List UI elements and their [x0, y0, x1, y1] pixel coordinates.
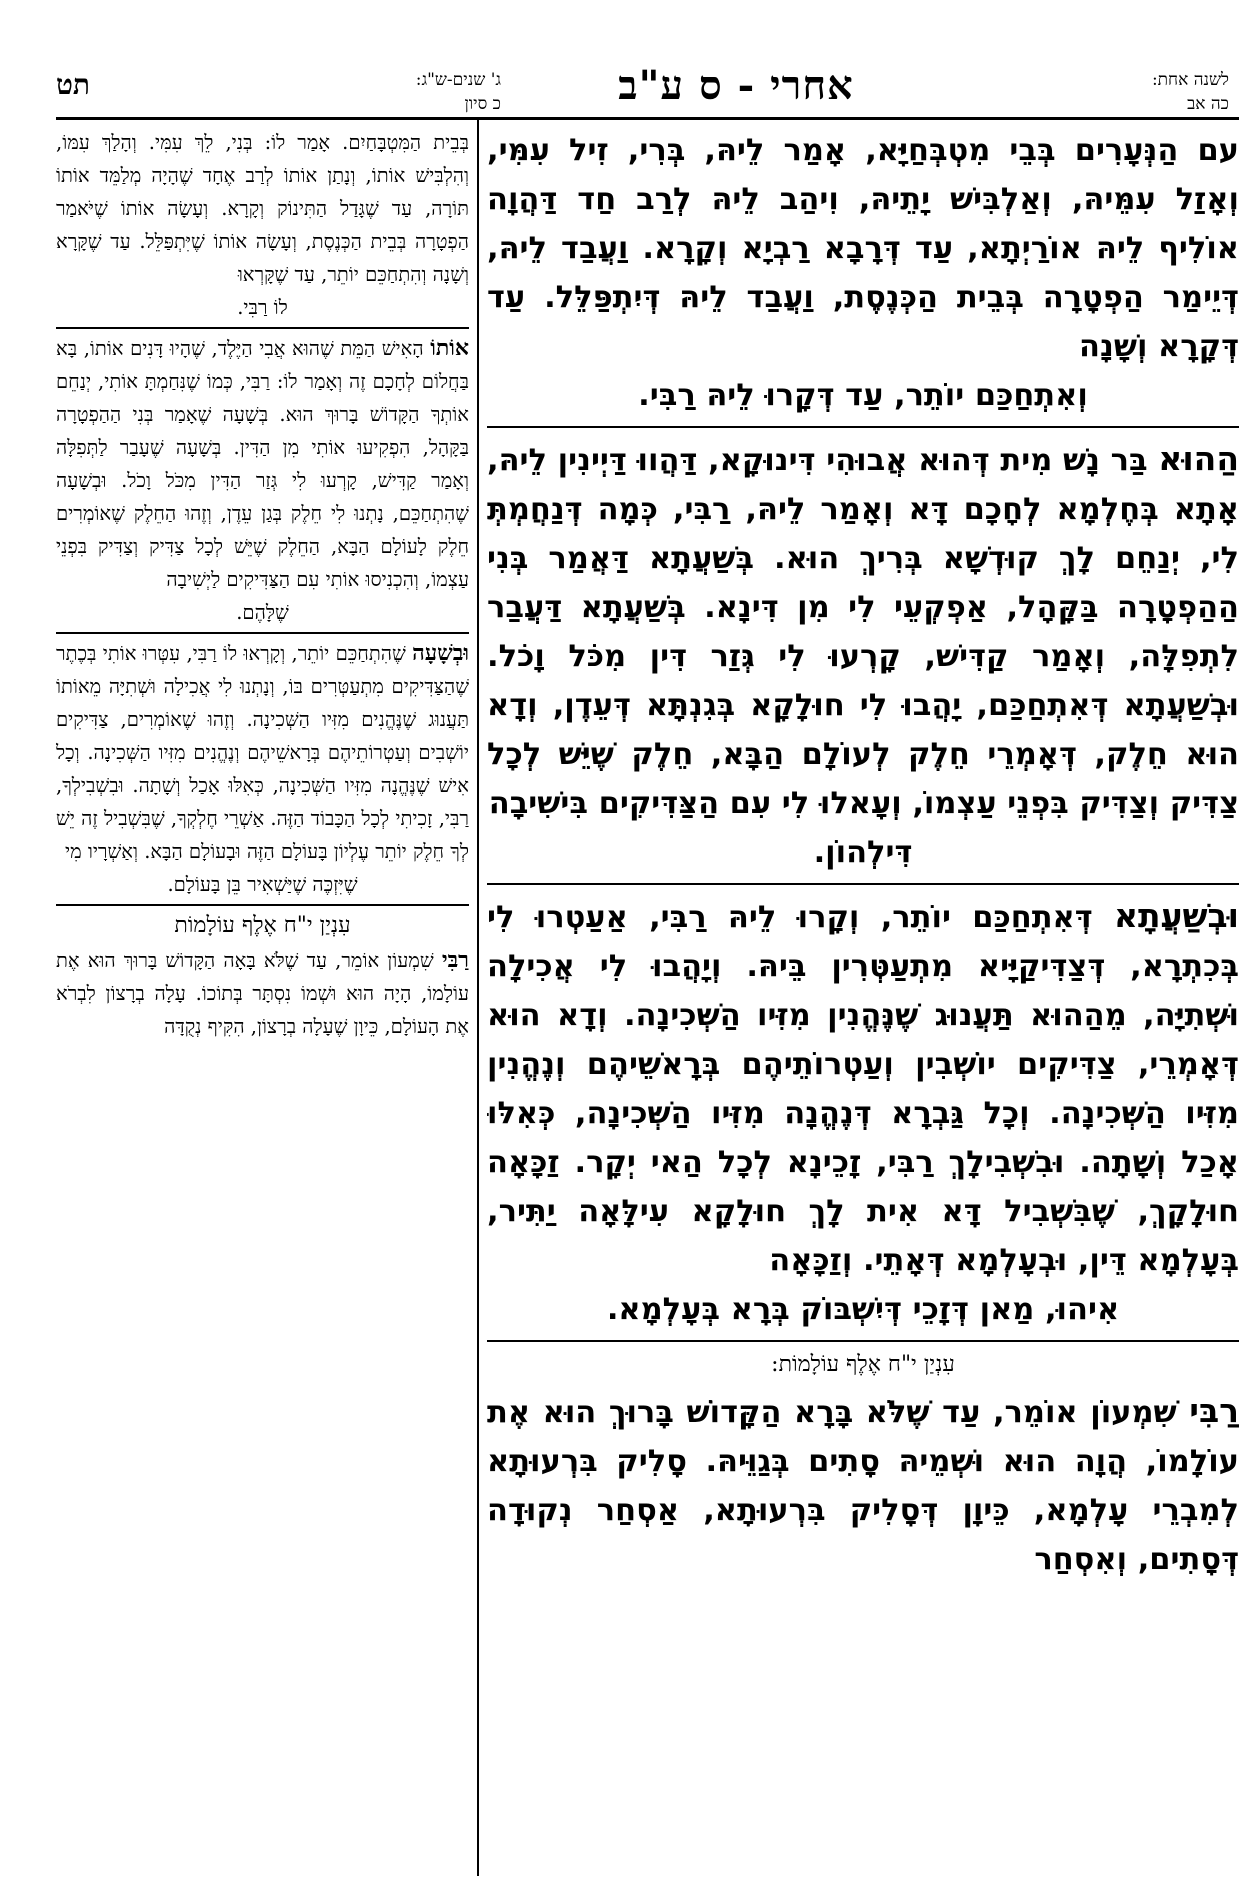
paragraph-lead-word: וּבְשָׁעָה [412, 640, 469, 666]
left-header-line2: כ סיון [464, 94, 501, 114]
main-paragraph-1-end: וְאִתְחַכַּם יוֹתֵר, עַד דְּקָרוּ לֵיהּ רַבִּי. [638, 378, 1088, 413]
commentary-paragraph-1: בְּבֵית הַמִּטְבָּחַיִם. אָמַר לוֹ: בְּנִי, לֵךְ עִמִּי. וְהָלַךְ עִמּוֹ, וְהִלְבִּישׁ אוֹתוֹ, וְנָתַן אוֹתוֹ לְרַב אֶחָד שֶׁהָיָה מְלַמֵּד אוֹתוֹ תּוֹרָה, עַד שֶׁגָּדַל הַתִּינוֹק וְקָרָא. וְעָשָׂה אוֹתוֹ שֶׁיֹּאמַר הַפְטָרָה בְּבֵית הַכְּנֶסֶת, וְעָשָׂה אוֹתוֹ שֶׁיִּתְפַּלֵּל. עַד שֶׁקָּרָא וְשָׁנָה וְהִתְחַכֵּם יוֹתֵר, עַד שֶׁקָּרְאוּ [56, 131, 469, 286]
main-paragraph-1: עם הַנְּעָרִים בְּבֵי מִטְבְּחַיָּא, אָמַר לֵיהּ, בְּרִי, זִיל עִמִּי, וְאָזַל עִמֵּיהּ, וְאַלְבִּישׁ יָתֵיהּ, וִיהַב לֵיהּ לְרַב חַד דַּהֲוָה אוֹלִיף לֵיהּ אוֹרַיְתָא, עַד דְּרָבָא רַבְיָא וְקָרָא. וַעֲבַד לֵיהּ, דְּיֵימַר הַפְטָרָה בְּבֵית הַכְּנֶסֶת, וַעֲבַד לֵיהּ דְּיִתְפַּלֵּל. עַד דְּקָרָא וְשָׁנָה [487, 133, 1239, 364]
main-paragraph-3-end: אִיהוּ, מַאן דְּזָכֵי דְּיִשְׁבּוֹק בְּרָא בְּעָלְמָא. [606, 1292, 1120, 1327]
right-header-line2: כה אב [1187, 94, 1229, 114]
left-header-line1: ג' שנים-ש"ג: [415, 70, 501, 90]
page-number: תט [56, 68, 90, 101]
paragraph-divider [487, 426, 1239, 428]
paragraph-lead-word: רַבִּי [1189, 1391, 1239, 1430]
paragraph-text: שִׁמְעוֹן אוֹמֵר, עַד שֶׁלֹּא בָּרָא הַקָּדוֹשׁ בָּרוּךְ הוּא אֶת עוֹלָמוֹ, הֲוָה הוּא וּשְׁמֵיהּ סָתִים בְּגַוֵּיהּ. סָלִיק בִּרְעוּתָא לְמִבְרֵי עָלְמָא, כֵּיוָן דְּסָלִיק בִּרְעוּתָא, אַסְחַר נְקוּדָה דְּסָתִים, וְאִסְחַר [487, 1395, 1239, 1577]
paragraph-divider [56, 327, 469, 329]
commentary-paragraph-1-end: לוֹ רַבִּי. [237, 296, 288, 319]
paragraph-divider [487, 1340, 1239, 1342]
paragraph-text: הָאִישׁ הַמֵּת שֶׁהוּא אֲבִי הַיֶּלֶד, שֶׁהָיוּ דָּנִים אוֹתוֹ, בָּא בַּחֲלוֹם לְחָכָם זֶה וְאָמַר לוֹ: רַבִּי, כְּמוֹ שֶׁנִּחַמְתָּ אוֹתִי, יְנַחֵם אוֹתְךָ הַקָּדוֹשׁ בָּרוּךְ הוּא. בְּשָׁעָה שֶׁאָמַר בְּנִי הַהַפְטָרָה בַּקָּהָל, הִפְקִיעוּ אוֹתִי מִן הַדִּין. בְּשָׁעָה שֶׁעָבַר לַתְּפִלָּה וְאָמַר קַדִּישׁ, קָרְעוּ לִי גְּזַר הַדִּין מִכֹּל וָכֹל. וּבְשָׁעָה שֶׁהִתְחַכֵּם, נָתְנוּ לִי חֵלֶק בְּגַן עֵדֶן, וְזֶהוּ הַחֵלֶק שֶׁאוֹמְרִים חֵלֶק לָעוֹלָם הַבָּא, הַחֵלֶק שֶׁיֵּשׁ לְכָל צַדִּיק וְצַדִּיק בִּפְנֵי עַצְמוֹ, וְהִכְנִיסוּ אוֹתִי עִם הַצַּדִּיקִים לַיְשִׁיבָה [56, 337, 469, 591]
main-paragraph-2-end: דִּילְהוֹן. [813, 835, 913, 870]
paragraph-lead-word: אוֹתוֹ [430, 335, 469, 361]
paragraph-lead-word: הַהוּא [1158, 439, 1239, 478]
commentary-paragraph-3-end: שֶׁיִּזְכֶּה שֶׁיַּשְׁאִיר בֵּן בָּעוֹלָם. [167, 873, 358, 896]
section-subheading: עִנְיַן י"ח אֶלֶף עוֹלָמוֹת [174, 913, 351, 938]
paragraph-divider [487, 883, 1239, 885]
paragraph-text: שִׁמְעוֹן אוֹמֵר, עַד שֶׁלֹּא בָּאָה הַקָּדוֹשׁ בָּרוּךְ הוּא אֶת עוֹלָמוֹ, הָיָה הוּא וּשְׁמוֹ נִסְתָּר בְּתוֹכוֹ. עָלָה בְרָצוֹן לִבְרֹא אֶת הָעוֹלָם, כֵּיוָן שֶׁעָלָה בְרָצוֹן, הִקִּיף נְקֻדָּה [56, 949, 469, 1038]
main-text-column [487, 126, 1239, 1876]
commentary-paragraph-3 [56, 637, 469, 868]
page-title: אחרי - ס ע"ב [618, 62, 854, 109]
paragraph-divider [56, 904, 469, 906]
main-paragraph-4 [487, 1386, 1239, 1584]
paragraph-text: דְּאִתְחַכַּם יוֹתֵר, וְקָרוּ לֵיהּ רַבִּי, אַעַטְרוּ לִי בְּכִתְרָא, דְּצַדִּיקַיָּיא מִתְעַטְּרִין בֵּיהּ. וְיָהֲבוּ לִי אֲכִילָה וּשְׁתִיָּה, מֵהַהוּא תַּעֲנוּג שֶׁנֶּהֱנִין מִזִּיו הַשְּׁכִינָה. וְדָא הוּא דְּאָמְרֵי, צַדִּיקִים יוֹשְׁבִין וְעַטְרוֹתֵיהֶם בְּרָאשֵׁיהֶם וְנֶהֱנִין מִזִּיו הַשְּׁכִינָה. וְכָל גַּבְרָא דְּנֶהֱנָה מִזִּיו הַשְּׁכִינָה, כְּאִלּוּ אָכַל וְשָׁתָה. וּבִשְׁבִילָךְ רַבִּי, זָכֵינָא לְכָל הַאי יְקָר. זַכָּאָה חוּלָקָךְ, שֶׁבִּשְׁבִיל דָּא אִית לָךְ חוּלָקָא עִילָּאָה יַתִּיר, בְּעָלְמָא דֵּין, וּבְעָלְמָא דְּאָתֵי. וְזַכָּאָה [487, 900, 1239, 1278]
paragraph-lead-word: רַבִּי [441, 947, 469, 973]
main-paragraph-3 [487, 891, 1239, 1285]
commentary-paragraph-2-end: שֶׁלָּהֶם. [236, 601, 289, 624]
right-header [1079, 68, 1229, 116]
main-paragraph-2 [487, 434, 1239, 828]
commentary-paragraph-2 [56, 332, 469, 596]
header-rule [56, 117, 1239, 120]
page-header [56, 62, 1239, 120]
paragraph-text: שֶׁהִתְחַכֵּם יוֹתֵר, וְקָרְאוּ לוֹ רַבִּי, עִטְּרוּ אוֹתִי בְּכֶתֶר שֶׁהַצַּדִּיקִים מִתְעַטְּרִים בּוֹ, וְנָתְנוּ לִי אֲכִילָה וּשְׁתִיָּה מֵאוֹתוֹ תַּעֲנוּג שֶׁנֶּהֱנִים מִזִּיו הַשְּׁכִינָה. וְזֶהוּ שֶׁאוֹמְרִים, צַדִּיקִים יוֹשְׁבִים וְעַטְרוֹתֵיהֶם בְּרָאשֵׁיהֶם וְנֶהֱנִים מִזִּיו הַשְּׁכִינָה. וְכָל אִישׁ שֶׁנֶּהֱנָה מִזִּיו הַשְּׁכִינָה, כְּאִלּוּ אָכַל וְשָׁתָה. וּבִשְׁבִילְךָ, רַבִּי, זָכִיתִי לְכָל הַכָּבוֹד הַזֶּה. אַשְׁרֵי חֶלְקְךָ, שֶׁבִּשְׁבִיל זֶה יֵשׁ לְךָ חֵלֶק יוֹתֵר עֶלְיוֹן בָּעוֹלָם הַזֶּה וּבָעוֹלָם הַבָּא. וְאַשְׁרָיו מִי [56, 642, 469, 863]
commentary-paragraph-4 [56, 944, 469, 1043]
paragraph-divider [56, 632, 469, 634]
left-header [201, 68, 501, 116]
commentary-column [56, 126, 469, 1876]
paragraph-lead-word: וּבְשַׁעֲתָא [1114, 896, 1239, 935]
right-header-line1: לשנה אחת: [1151, 70, 1229, 90]
paragraph-text: בַּר נָשׁ מִית דְּהוּא אֲבוּהִי דִּינוּקָא, דַּהֲווּ דַּיְינִין לֵיהּ, אָתָא בְּחֶלְמָא לְחָכָם דָּא וְאָמַר לֵיהּ, רַבִּי, כְּמָה דְּנַחֲמְתְּ לִי, יְנַחֵם לָךְ קוּדְשָׁא בְּרִיךְ הוּא. בְּשַׁעֲתָא דַּאֲמַר בְּנִי הַהַפְטָרָה בַּקָּהָל, אַפְקְעֵי לִי מִן דִּינָא. בְּשַׁעֲתָא דַּעֲבַר לִתְפִלָּה, וְאָמַר קַדִּישׁ, קָרְעוּ לִי גְּזַר דִּין מִכֹּל וָכֹל. וּבְשַׁעֲתָא דְּאִתְחַכַּם, יָהֲבוּ לִי חוּלָקָא בְּגִנְתָּא דְּעֵדֶן, וְדָא הוּא חֵלֶק, דְּאָמְרֵי חֵלֶק לְעוֹלָם הַבָּא, חֵלֶק שֶׁיֵּשׁ לְכָל צַדִּיק וְצַדִּיק בִּפְנֵי עַצְמוֹ, וְעָאלוּ לִי עִם הַצַּדִּיקִים בִּישִׁיבָה [487, 443, 1239, 821]
column-separator [477, 120, 479, 1876]
section-subheading: עִנְיַן י"ח אֶלֶף עוֹלָמוֹת: [771, 1352, 955, 1377]
